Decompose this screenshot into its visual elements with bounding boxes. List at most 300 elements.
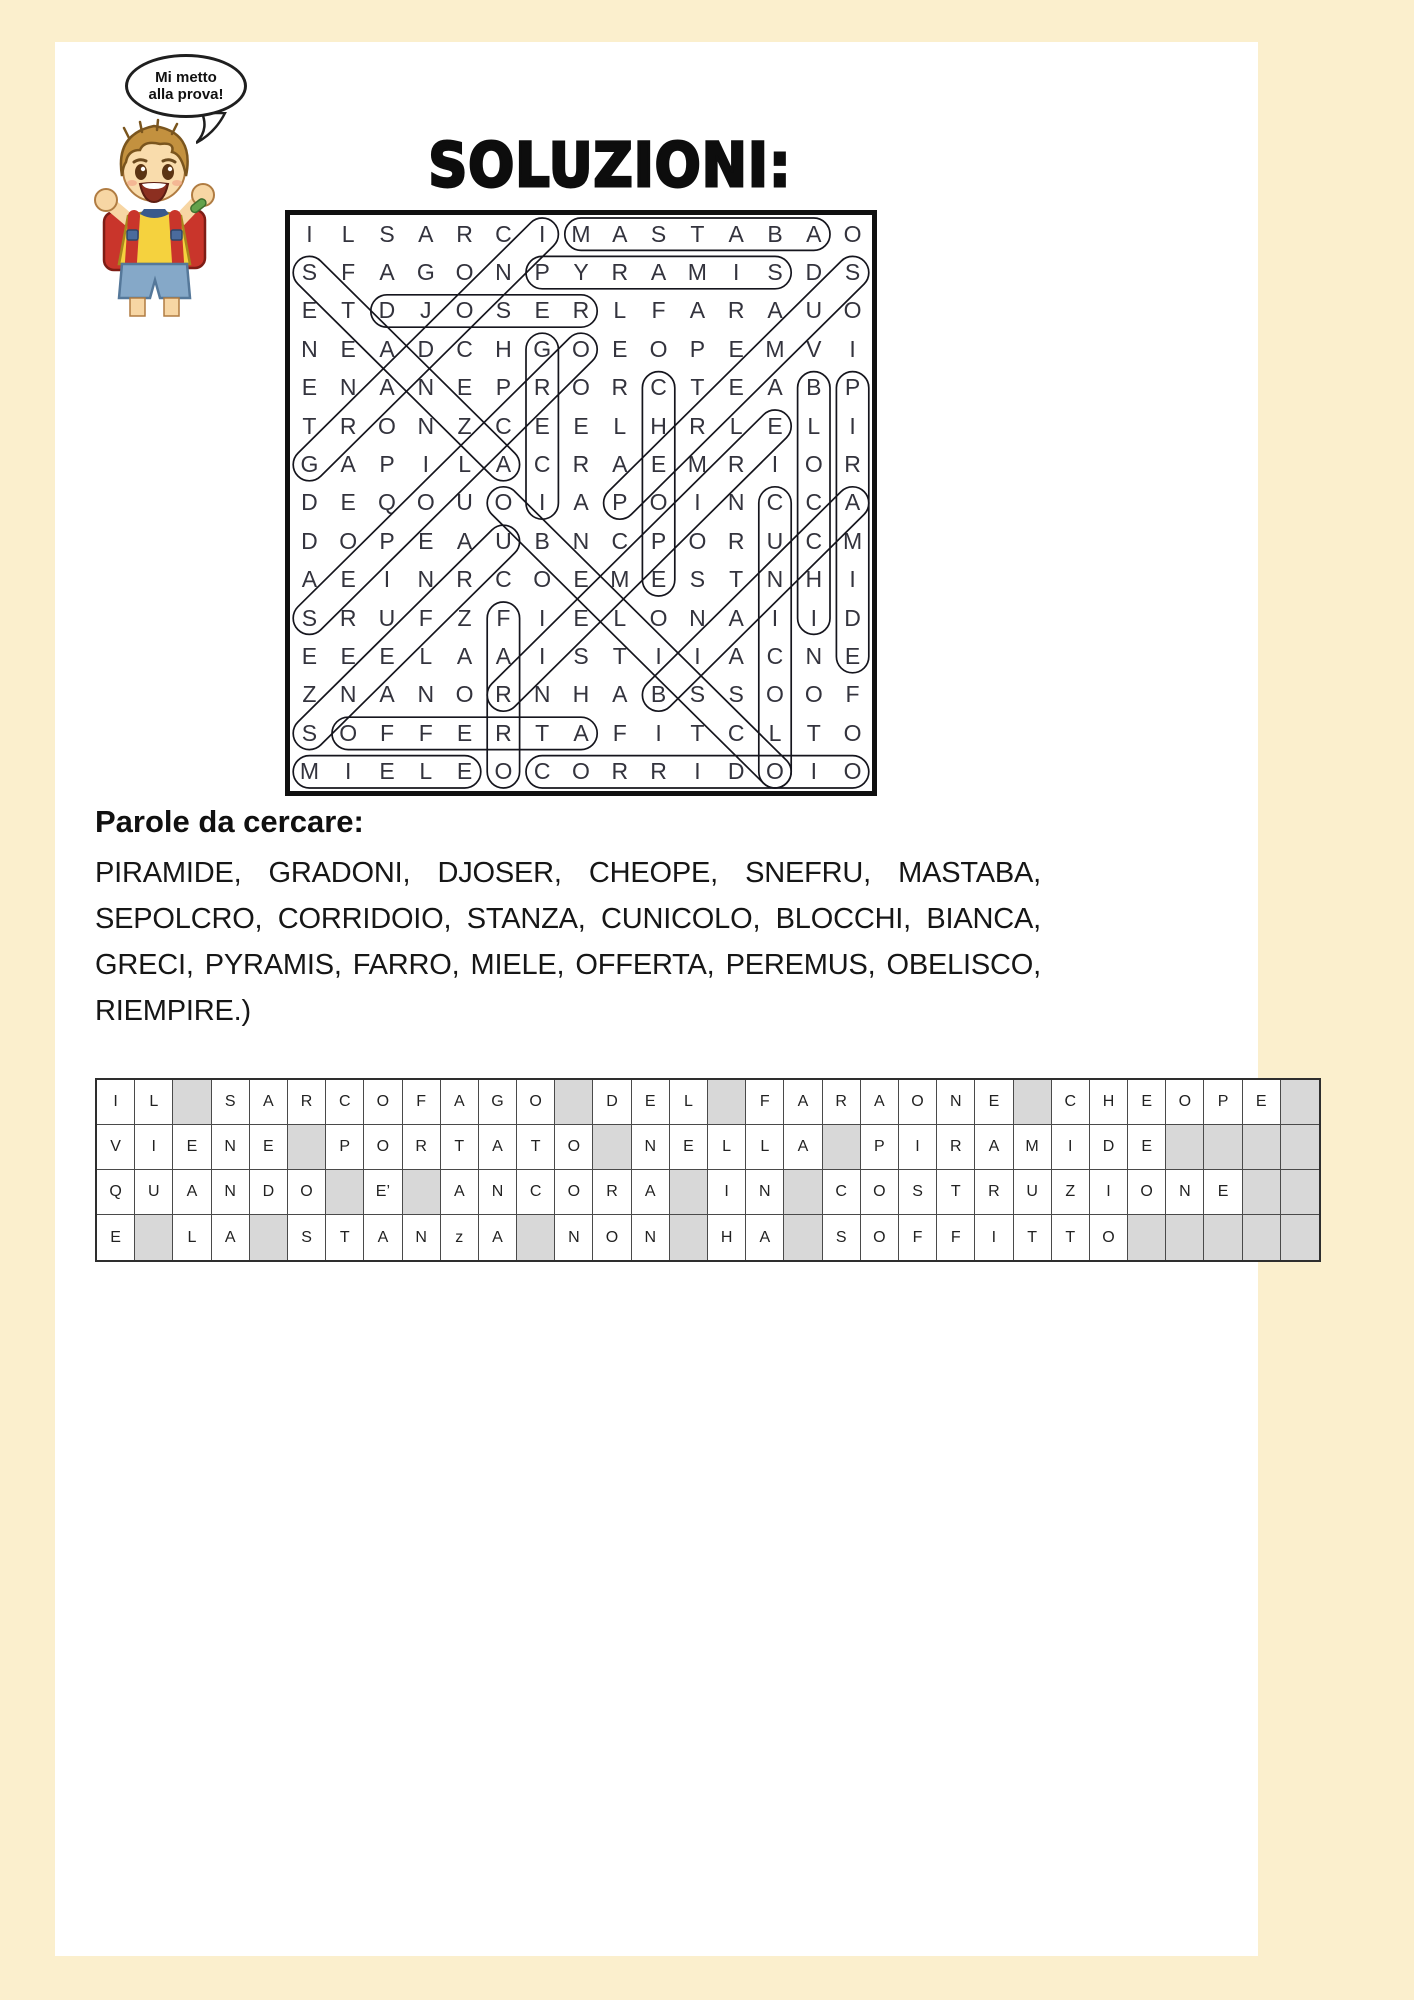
grid-letter: U	[805, 297, 823, 324]
grid-letter: N	[417, 374, 435, 401]
grid-letter: C	[727, 719, 745, 746]
grid-letter: G	[416, 259, 435, 286]
answer-cell: A	[479, 1125, 517, 1170]
grid-letter: O	[455, 259, 474, 286]
grid-letter: E	[573, 566, 589, 593]
grid-letter: E	[612, 335, 628, 362]
solution-oval-stanza	[286, 250, 526, 488]
grid-letter: R	[727, 451, 745, 478]
grid-letter: Z	[457, 604, 472, 631]
answer-cell: A	[784, 1125, 822, 1170]
grid-letter: D	[844, 604, 861, 631]
grid-letter: A	[301, 566, 318, 593]
answer-cell: N	[632, 1125, 670, 1170]
solution-oval-djoser	[371, 295, 597, 327]
grid-letter: A	[728, 643, 744, 670]
solution-oval-snefru	[286, 518, 526, 756]
word-search-grid	[285, 210, 877, 796]
answer-cell: z	[441, 1215, 479, 1260]
grid-letter: P	[612, 489, 628, 516]
grid-letter: C	[805, 527, 823, 554]
grid-letter: C	[650, 374, 667, 401]
answer-cell: N	[746, 1170, 784, 1215]
solution-oval-farro	[487, 602, 519, 788]
grid-letter: O	[572, 758, 590, 785]
grid-letter: R	[339, 604, 357, 631]
grid-letter: O	[533, 566, 552, 593]
grid-letter: O	[649, 335, 668, 362]
grid-letter: A	[456, 643, 473, 670]
answer-cell: M	[1014, 1125, 1052, 1170]
answer-cell: E’	[364, 1170, 402, 1215]
answer-cell: I	[97, 1080, 135, 1125]
grid-letter: I	[694, 643, 701, 670]
answer-cell-gap	[1281, 1215, 1319, 1260]
grid-letter: E	[301, 374, 318, 401]
grid-letter: M	[571, 220, 591, 247]
answer-cell: D	[1090, 1125, 1128, 1170]
grid-letter: A	[495, 643, 512, 670]
grid-letter: N	[572, 527, 590, 554]
answer-cell: I	[1090, 1170, 1128, 1215]
grid-letter: C	[533, 451, 551, 478]
grid-letter: L	[807, 412, 821, 439]
answer-cell: A	[250, 1080, 288, 1125]
answer-cell-gap	[1281, 1080, 1319, 1125]
solution-oval-cheope	[642, 372, 674, 596]
grid-letter: D	[727, 758, 745, 785]
grid-letter: O	[494, 758, 513, 785]
solution-oval-mastaba	[565, 218, 830, 250]
answer-cell: A	[861, 1080, 899, 1125]
answer-cell-gap	[784, 1215, 822, 1260]
answer-cell: E	[670, 1125, 708, 1170]
grid-letter: P	[534, 259, 550, 286]
grid-letter: R	[456, 566, 473, 593]
grid-letter: I	[539, 489, 546, 516]
answer-cell: O	[593, 1215, 631, 1260]
grid-letter: T	[806, 719, 821, 746]
grid-letter: I	[422, 451, 429, 478]
grid-letter: A	[495, 451, 512, 478]
grid-letter: I	[810, 604, 817, 631]
answer-cell: I	[1052, 1125, 1090, 1170]
grid-letter: O	[766, 758, 784, 785]
grid-letter: L	[729, 412, 743, 439]
answer-cell: A	[784, 1080, 822, 1125]
grid-letter: S	[379, 220, 395, 247]
grid-letter: P	[689, 335, 706, 362]
solution-oval-corridoio	[526, 756, 869, 788]
grid-letter: A	[456, 527, 473, 554]
answer-cell-gap	[135, 1215, 173, 1260]
grid-letter: A	[767, 374, 783, 401]
answer-cell: T	[1014, 1215, 1052, 1260]
grid-letter: I	[655, 719, 662, 746]
answer-cell-gap	[708, 1080, 746, 1125]
answer-cell: F	[899, 1215, 937, 1260]
grid-letter: S	[650, 220, 667, 247]
answer-cell: C	[1052, 1080, 1090, 1125]
solution-oval-piramide	[836, 372, 868, 673]
grid-letter: A	[844, 489, 861, 516]
solution-oval-gradoni	[286, 211, 565, 487]
grid-letter: N	[495, 259, 512, 286]
grid-letter: E	[340, 335, 356, 362]
grid-letter: I	[539, 643, 546, 670]
answer-cell: E	[250, 1125, 288, 1170]
grid-letter: C	[495, 412, 512, 439]
answer-cell: S	[212, 1080, 250, 1125]
answer-cell: E	[97, 1215, 135, 1260]
answer-cell: O	[861, 1215, 899, 1260]
grid-letter: Y	[573, 259, 589, 286]
grid-letter: L	[613, 412, 627, 439]
answer-cell: E	[1128, 1080, 1166, 1125]
grid-letter: P	[379, 527, 395, 554]
grid-letter: E	[340, 643, 356, 670]
grid-letter: E	[728, 374, 744, 401]
solution-overlay	[290, 215, 872, 791]
grid-letter: C	[456, 335, 473, 362]
grid-letter: E	[573, 604, 589, 631]
answer-cell: R	[975, 1170, 1013, 1215]
answer-cell: Z	[1052, 1170, 1090, 1215]
grid-letter: N	[339, 374, 357, 401]
grid-letter: E	[379, 643, 395, 670]
answer-cell: S	[823, 1215, 861, 1260]
grid-letter: S	[689, 566, 706, 593]
grid-letter: U	[456, 489, 473, 516]
answer-cell-gap	[1166, 1125, 1204, 1170]
answer-cell: S	[288, 1215, 326, 1260]
grid-letter: M	[687, 259, 707, 286]
grid-letter: N	[417, 681, 435, 708]
grid-letter: A	[379, 259, 395, 286]
answer-cell-gap	[1166, 1215, 1204, 1260]
grid-letter: O	[843, 297, 862, 324]
grid-letter: T	[612, 643, 627, 670]
grid-letter: N	[689, 604, 706, 631]
grid-letter: H	[495, 335, 512, 362]
grid-letter: E	[534, 297, 550, 324]
grid-letter: O	[416, 489, 435, 516]
grid-letter: R	[689, 412, 706, 439]
answer-cell: L	[135, 1080, 173, 1125]
grid-letter: M	[299, 758, 319, 785]
answer-cell: A	[975, 1125, 1013, 1170]
answer-cell: N	[212, 1170, 250, 1215]
answer-cell-gap	[784, 1170, 822, 1215]
answer-cell-gap	[670, 1170, 708, 1215]
grid-letter: O	[843, 758, 862, 785]
grid-letter: O	[766, 681, 784, 708]
answer-cell: F	[937, 1215, 975, 1260]
answer-cell-gap	[1243, 1170, 1281, 1215]
answer-cell: I	[708, 1170, 746, 1215]
speech-bubble	[125, 54, 247, 118]
grid-letter: A	[806, 220, 822, 247]
answer-cell-gap	[1014, 1080, 1052, 1125]
solution-oval-offerta	[332, 717, 597, 749]
grid-letter: D	[378, 297, 396, 324]
answer-cell: R	[823, 1080, 861, 1125]
shorts	[119, 264, 190, 298]
answer-cell: O	[861, 1170, 899, 1215]
answer-cell-gap	[1243, 1215, 1281, 1260]
grid-letter: S	[573, 643, 589, 670]
answer-cell: F	[403, 1080, 441, 1125]
grid-letter: L	[419, 643, 433, 670]
answer-cell: I	[899, 1125, 937, 1170]
grid-letter: A	[573, 489, 589, 516]
answer-cell: D	[250, 1170, 288, 1215]
grid-letter: F	[496, 604, 511, 631]
grid-letter: A	[340, 451, 356, 478]
answer-cell: O	[517, 1080, 555, 1125]
grid-letter: P	[844, 374, 861, 401]
grid-letter: O	[649, 604, 668, 631]
grid-letter: J	[420, 297, 432, 324]
grid-letter: E	[534, 412, 550, 439]
solution-oval-obelisco	[480, 480, 797, 795]
grid-letter: I	[539, 220, 546, 247]
grid-letter: E	[573, 412, 589, 439]
grid-letter: M	[610, 566, 630, 593]
grid-letter: A	[728, 220, 744, 247]
grid-letter: R	[611, 259, 629, 286]
grid-letter: G	[533, 335, 552, 362]
answer-cell: A	[441, 1170, 479, 1215]
answer-cell: U	[135, 1170, 173, 1215]
grid-letter: A	[379, 335, 395, 362]
page-title: SOLUZIONI:	[428, 130, 792, 201]
grid-letter: H	[650, 412, 667, 439]
grid-letter: E	[340, 566, 356, 593]
grid-letter: A	[379, 681, 395, 708]
answer-cell: A	[173, 1170, 211, 1215]
solution-oval-greci	[526, 333, 558, 519]
grid-letter: L	[613, 604, 627, 631]
grid-letter: A	[728, 604, 744, 631]
grid-letter: L	[768, 719, 782, 746]
answer-cell: C	[517, 1170, 555, 1215]
grid-letter: N	[766, 566, 784, 593]
answer-cell-gap	[173, 1080, 211, 1125]
solution-oval-pyramis	[526, 256, 791, 288]
grid-letter: R	[844, 451, 861, 478]
grid-letter: I	[849, 335, 856, 362]
answer-cell: R	[593, 1170, 631, 1215]
grid-letter: T	[341, 297, 356, 324]
solution-oval-peremus	[597, 250, 876, 526]
answer-table	[95, 1078, 1321, 1262]
grid-letter: S	[301, 719, 318, 746]
grid-letter: F	[379, 719, 395, 746]
answer-cell: H	[1090, 1080, 1128, 1125]
grid-letter: E	[301, 643, 318, 670]
grid-letter: E	[650, 451, 667, 478]
grid-letter: S	[689, 681, 706, 708]
grid-letter: R	[456, 220, 473, 247]
grid-letter: O	[649, 489, 668, 516]
grid-letter: E	[456, 719, 473, 746]
answer-cell: I	[975, 1215, 1013, 1260]
grid-letter: S	[495, 297, 512, 324]
grid-letter: F	[651, 297, 666, 324]
grid-letter: O	[339, 719, 358, 746]
grid-letter: N	[727, 489, 745, 516]
grid-letter: L	[458, 451, 471, 478]
grid-letter: T	[690, 374, 705, 401]
grid-letter: R	[611, 758, 629, 785]
answer-cell: N	[403, 1215, 441, 1260]
grid-letter: G	[300, 451, 319, 478]
grid-letter: I	[539, 604, 546, 631]
grid-letter: B	[767, 220, 783, 247]
answer-cell: O	[1128, 1170, 1166, 1215]
answer-cell: L	[708, 1125, 746, 1170]
answer-cell: I	[135, 1125, 173, 1170]
grid-letter: E	[844, 643, 861, 670]
grid-letter: R	[650, 758, 667, 785]
grid-letter: O	[572, 374, 590, 401]
answer-cell-gap	[517, 1215, 555, 1260]
grid-letter: T	[690, 719, 705, 746]
grid-letter: M	[843, 527, 863, 554]
grid-letter: E	[456, 374, 473, 401]
grid-letter: O	[455, 297, 474, 324]
answer-cell: E	[1128, 1125, 1166, 1170]
answer-cell: A	[746, 1215, 784, 1260]
answer-cell: L	[173, 1215, 211, 1260]
answer-cell: O	[555, 1125, 593, 1170]
answer-cell: N	[937, 1080, 975, 1125]
grid-letter: M	[687, 451, 707, 478]
grid-letter: S	[301, 259, 318, 286]
grid-letter: N	[417, 566, 435, 593]
grid-letter: O	[494, 489, 513, 516]
grid-letter: R	[572, 451, 590, 478]
grid-letter: T	[535, 719, 550, 746]
grid-letter: S	[844, 259, 861, 286]
answer-cell: S	[899, 1170, 937, 1215]
grid-letter: L	[341, 220, 355, 247]
grid-letter: R	[727, 297, 745, 324]
grid-letter: I	[306, 220, 313, 247]
grid-letter: F	[612, 719, 627, 746]
grid-letter: I	[383, 566, 391, 593]
grid-letter: N	[533, 681, 551, 708]
grid-letter: S	[767, 259, 783, 286]
grid-letter: I	[733, 259, 740, 286]
speech-bubble-text: Mi metto alla prova!	[148, 69, 224, 103]
grid-letter: P	[495, 374, 512, 401]
answer-cell: O	[364, 1080, 402, 1125]
solution-oval-bianca	[636, 480, 876, 718]
grid-letter: F	[418, 604, 433, 631]
answer-cell: L	[670, 1080, 708, 1125]
grid-letter: N	[417, 412, 435, 439]
answer-cell: V	[97, 1125, 135, 1170]
grid-letter: C	[805, 489, 823, 516]
grid-letter: C	[495, 566, 512, 593]
grid-letter: F	[341, 259, 356, 286]
answer-cell: Q	[97, 1170, 135, 1215]
answer-cell: N	[632, 1215, 670, 1260]
speech-bubble-tail	[196, 112, 232, 146]
grid-letter: U	[378, 604, 396, 631]
answer-cell: O	[1166, 1080, 1204, 1125]
grid-letter: I	[810, 758, 817, 785]
answer-cell: E	[632, 1080, 670, 1125]
answer-cell: T	[937, 1170, 975, 1215]
answer-cell: A	[632, 1170, 670, 1215]
answer-cell: O	[1090, 1215, 1128, 1260]
grid-letter: D	[301, 527, 318, 554]
answer-cell: U	[1014, 1170, 1052, 1215]
answer-cell-gap	[288, 1125, 326, 1170]
grid-letter: R	[727, 527, 745, 554]
grid-letter: O	[804, 681, 823, 708]
grid-letter: E	[418, 527, 434, 554]
solution-oval-blocchi	[798, 372, 830, 635]
grid-letter: I	[849, 412, 856, 439]
answer-cell: T	[1052, 1215, 1090, 1260]
grid-letter: E	[456, 758, 473, 785]
grid-letter: E	[301, 297, 318, 324]
answer-cell: P	[326, 1125, 364, 1170]
answer-cell-gap	[823, 1125, 861, 1170]
answer-cell: T	[517, 1125, 555, 1170]
grid-letter: E	[767, 412, 783, 439]
answer-cell: A	[441, 1080, 479, 1125]
answer-cell-gap	[1281, 1170, 1319, 1215]
answer-cell-gap	[250, 1215, 288, 1260]
grid-letter: D	[301, 489, 318, 516]
grid-letter: S	[301, 604, 318, 631]
grid-letter: B	[534, 527, 550, 554]
grid-letter: N	[339, 681, 357, 708]
grid-letter: Q	[378, 489, 396, 516]
grid-letter: I	[694, 758, 701, 785]
grid-letter: R	[572, 297, 590, 324]
grid-letter: O	[455, 681, 474, 708]
answer-cell: N	[555, 1215, 593, 1260]
grid-letter: C	[766, 643, 784, 670]
grid-letter: R	[611, 374, 629, 401]
answer-cell: T	[326, 1215, 364, 1260]
grid-letter: A	[689, 297, 706, 324]
answer-cell: R	[937, 1125, 975, 1170]
grid-letter: F	[418, 719, 433, 746]
answer-cell: O	[288, 1170, 326, 1215]
grid-letter: S	[728, 681, 744, 708]
answer-cell: D	[593, 1080, 631, 1125]
grid-letter: D	[417, 335, 435, 362]
word-list-text: PIRAMIDE, GRADONI, DJOSER, CHEOPE, SNEFRU, MASTABA, SEPOLCRO, CORRIDOIO, STANZA, CUNICOLO, BLOCCHI, BIANCA, GRECI, PYRAMIS, FARRO, MIELE, OFFERTA, PEREMUS, OBELISCO, RIEMPIRE.)	[95, 857, 1041, 1027]
grid-letter: M	[765, 335, 785, 362]
grid-letter: R	[495, 681, 512, 708]
answer-cell-gap	[593, 1125, 631, 1170]
grid-letter: O	[339, 527, 358, 554]
answer-cell-gap	[670, 1215, 708, 1260]
answer-cell: G	[479, 1080, 517, 1125]
grid-letter: N	[805, 643, 823, 670]
grid-letter: N	[301, 335, 318, 362]
grid-letter: U	[495, 527, 512, 554]
answer-cell: R	[288, 1080, 326, 1125]
